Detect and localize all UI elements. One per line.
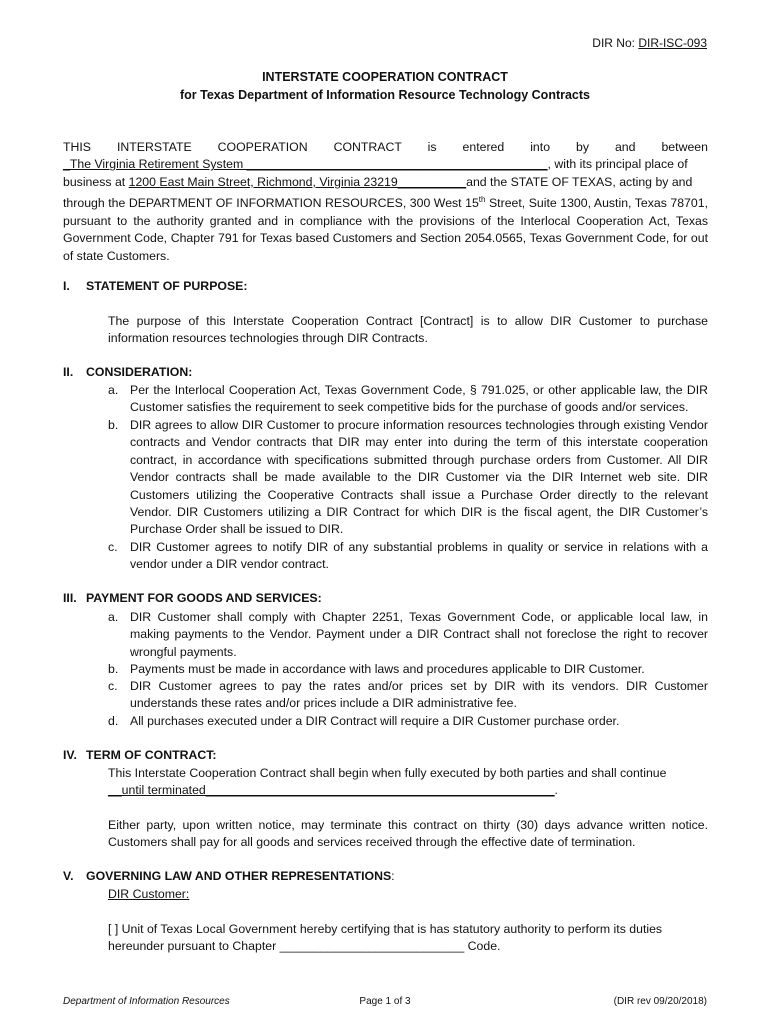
section-3-heading — [63, 591, 322, 605]
dir-customer-label: DIR Customer: — [108, 887, 190, 901]
intro-word: between — [661, 140, 708, 154]
intro-text: and the STATE OF TEXAS, acting by and — [466, 174, 693, 189]
list-marker: d. — [108, 714, 119, 728]
list-marker: a. — [108, 383, 119, 397]
list-item-text: DIR agrees to allow DIR Customer to procure information resources technologies through existing Vendor contracts and Vendor contracts that DIR may enter into during the term of this interstate cooperation contract, in accordance with specifications submitted through purchase orders from Customer. All DIR Vendor contracts shall be made available to the DIR Customer via the DIR Internet web site. DIR Customers utilizing the Cooperative Contracts shall issue a Purchase Order directly to the relevant Vendor. DIR Customers utilizing a DIR Contract for which DIR is the fiscal agent, the DIR Customer’s Purchase Order shall be issued to DIR. — [130, 418, 708, 537]
intro-word: entered — [462, 140, 505, 154]
contract-subtitle: for Texas Department of Information Resource Technology Contracts — [179, 88, 591, 102]
section-5-heading — [63, 869, 395, 883]
intro-word: and — [614, 140, 636, 154]
document-number-label: DIR No: — [592, 36, 639, 50]
footer-page-number: Page 1 of 3 — [359, 996, 411, 1007]
intro-word: COOPERATION — [217, 140, 308, 154]
purpose-paragraph: The purpose of this Interstate Cooperation Contract [Contract] is to allow DIR Customer to purchase information resources technologies through DIR Contracts. — [108, 314, 708, 346]
section-title: PAYMENT FOR GOODS AND SERVICES: — [86, 591, 322, 605]
intro-line-2 — [63, 156, 708, 173]
payment-item-b — [108, 661, 708, 678]
list-marker: b. — [108, 418, 119, 432]
intro-line-3 — [63, 174, 708, 191]
list-marker: c. — [108, 540, 118, 554]
intro-text: business at — [63, 174, 129, 189]
footer-revision: (DIR rev 09/20/2018) — [613, 996, 707, 1007]
list-marker: c. — [108, 679, 118, 693]
payment-item-c — [108, 678, 708, 713]
payment-item-d — [108, 713, 708, 730]
section-title: TERM OF CONTRACT: — [86, 748, 217, 762]
term-text: This Interstate Cooperation Contract shall begin when fully executed by both parties and shall continue — [108, 766, 667, 780]
intro-word: is — [427, 140, 437, 154]
customer-address-field: 1200 East Main Street, Richmond, Virginia 23219__________ — [128, 174, 467, 189]
term-paragraph — [108, 765, 708, 800]
consideration-item-b — [108, 417, 708, 539]
section-number: II. — [63, 365, 74, 379]
section-title-colon: : — [391, 869, 395, 883]
section-4-heading — [63, 748, 216, 762]
list-marker: b. — [108, 662, 119, 676]
section-number: V. — [63, 869, 74, 883]
intro-rest — [63, 191, 708, 265]
list-item-text: Per the Interlocal Cooperation Act, Texas Government Code, § 791.025, or other applicable law, the DIR Customer satisfies the requirement to seek competitive bids for the purchase of goods and/or services. — [130, 383, 708, 415]
ordinal-suffix: th — [478, 195, 486, 205]
section-number: I. — [63, 279, 70, 293]
document-number-value: DIR-ISC-093 — [638, 36, 707, 50]
section-number: IV. — [63, 748, 77, 762]
intro-paragraph — [63, 139, 708, 265]
consideration-item-a — [108, 382, 708, 417]
dir-customer-label-wrap — [108, 886, 708, 903]
footer-organization: Department of Information Resources — [63, 996, 230, 1007]
section-title: CONSIDERATION: — [86, 365, 193, 379]
payment-item-a — [108, 609, 708, 661]
intro-text: , with its principal place of — [547, 157, 688, 172]
termination-paragraph: Either party, upon written notice, may terminate this contract on thirty (30) days advance written notice. Customers shall pay for all goods and services received through the effective date of termination. — [108, 818, 708, 850]
section-title: GOVERNING LAW AND OTHER REPRESENTATIONS — [86, 869, 392, 883]
term-field: __until terminated___________________________________________________ — [108, 783, 555, 798]
intro-line-1 — [63, 139, 708, 156]
intro-word: INTERSTATE — [116, 140, 192, 154]
contract-title: INTERSTATE COOPERATION CONTRACT — [262, 70, 508, 84]
document-number — [592, 36, 707, 50]
section-title: STATEMENT OF PURPOSE: — [86, 279, 248, 293]
intro-word: by — [576, 140, 589, 154]
list-item-text: DIR Customer agrees to pay the rates and/or prices set by DIR with its vendors. DIR Customer understands these rates and/or prices include a DIR administrative fee. — [130, 679, 708, 711]
list-item-text: DIR Customer shall comply with Chapter 2251, Texas Government Code, or applicable local law, in making payments to the Vendor. Payment under a DIR Contract shall not foreclose the right to recover wrongful payments. — [130, 610, 708, 659]
customer-name-field: _The Virginia Retirement System ____________________________________________ — [63, 157, 548, 172]
list-item-text: DIR Customer agrees to notify DIR of any substantial problems in quality or service in relations with a vendor under a DIR vendor contract. — [130, 540, 708, 572]
section-2-heading — [63, 365, 192, 379]
intro-text: Street, Suite 1300, Austin, Texas 78701, pursuant to the authority granted and in compliance with the provisions of the Interlocal Cooperation Act, Texas Government Code, Chapter 791 for Texas based Customers and Section 2054.0565, Texas Government Code, for out of state Customers. — [63, 196, 708, 263]
consideration-item-c — [108, 539, 708, 574]
list-marker: a. — [108, 610, 119, 624]
list-item-text: Payments must be made in accordance with laws and procedures applicable to DIR Customer. — [130, 662, 645, 676]
list-item-text: All purchases executed under a DIR Contract will require a DIR Customer purchase order. — [130, 714, 620, 728]
intro-word: CONTRACT — [333, 140, 402, 154]
term-period: . — [554, 783, 558, 798]
section-1-heading — [63, 279, 247, 293]
intro-word: THIS — [63, 140, 92, 154]
intro-text: through the DEPARTMENT OF INFORMATION RESOURCES, 300 West 15 — [63, 196, 479, 211]
local-government-checkbox-text: [ ] Unit of Texas Local Government hereby certifying that is has statutory authority to perform its duties hereunder pursuant to Chapter ___________________________ Code. — [108, 922, 663, 954]
section-number: III. — [63, 591, 77, 605]
intro-word: into — [530, 140, 551, 154]
